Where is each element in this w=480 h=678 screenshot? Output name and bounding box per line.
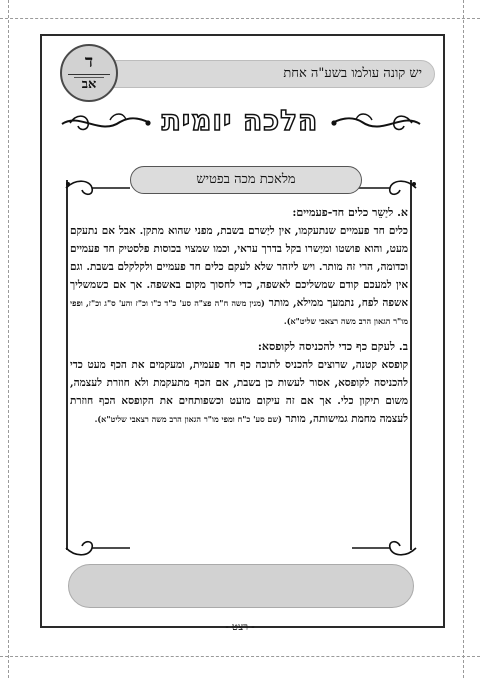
halacha-body <box>70 204 408 428</box>
crop-line-top <box>0 18 480 19</box>
date-month: אב <box>81 77 97 92</box>
date-divider <box>68 74 110 75</box>
section-2-heading: ב. לעקם כף כדי להכניסה לקופסא: <box>257 340 408 353</box>
right-flourish-icon <box>330 108 422 138</box>
section-1-source: (מנין משה ח"ה פצ"ה סע' כ"ד כ"ו וכ"ז והע' ס"ג וכ"ז, ופפי מו"ר הגאון הרב משה רצאבי שליט"א). <box>70 298 408 326</box>
bottom-scroll-left-icon <box>62 538 132 560</box>
corner-scroll-left-icon <box>62 176 132 198</box>
page-title: הלכה יומית <box>161 104 319 137</box>
crop-line-left <box>8 0 9 678</box>
section-1-text: כלים חד פעמיים שנתעקמו, אין ליַשרם בשבת, מפני שהוא מתקן. אבל אם נתעקם מעט, והוא פושטו ומיַשרו בקל בדרך עראי, וכמו שמצוי בכוסות פלסטיק חד פעמיים וכדומה, הרי זה מותר. ויש ליזהר שלא לעקם כלים חד פעמיים ולקלקלם בשבת. וגם אין למעכם קודם שמשליכם לאשפה, כדי לחסוך מקום באשפה. אך אם כשמשליך אשפה לפח, נתמעך ממילא, מותר <box>70 225 409 309</box>
section-2-source: (שם סע' כ"ח ומפי מו"ר הגאון הרב משה רצאבי שליט"א). <box>94 414 282 424</box>
header-subtitle: יש קונה עולמו בשע"ה אחת <box>283 66 422 81</box>
crop-line-right <box>463 0 464 678</box>
section-1-heading: א. ליַשֵר כלים חד-פעמיים: <box>292 206 408 219</box>
header-band <box>100 60 435 88</box>
subject-label: מלאכת מכה בפטיש <box>130 166 362 194</box>
crop-line-bottom <box>0 656 480 657</box>
bottom-scroll-right-icon <box>350 538 420 560</box>
left-flourish-icon <box>60 108 152 138</box>
section-2-text: קופסא קטנה, שרוצים להכניס לתוכה כף חד פעמית, ומעקמים את הכף מעט כדי להכניסה לקופסא, אסור לעשות כן בשבת, אם הכף מתעקמת ולא חוזרת לעצמה, משום תיקון כלי. אך אם זה עיקום מועט וכשפותחים את הקופסא הכף חוזרת לעצמה מחמת גמישותה, מותר <box>70 359 409 425</box>
footer-band <box>68 564 414 608</box>
page-number: - רצט - <box>225 622 255 633</box>
date-day: ד <box>84 52 94 72</box>
date-badge <box>60 44 118 102</box>
